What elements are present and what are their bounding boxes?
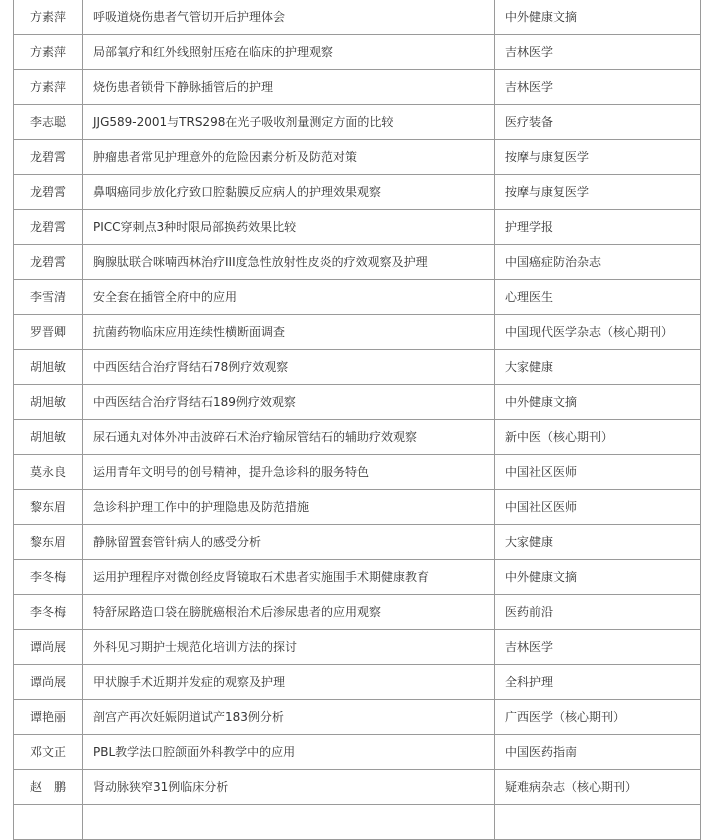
author-cell: 龙碧霄 xyxy=(14,175,83,210)
author-cell: 方素萍 xyxy=(14,0,83,35)
title-cell: 静脉留置套管针病人的感受分析 xyxy=(83,525,495,560)
table-row xyxy=(14,350,701,385)
journal-cell: 心理医生 xyxy=(495,280,701,315)
table-row xyxy=(14,700,701,735)
empty-cell xyxy=(495,805,701,840)
table-row xyxy=(14,0,701,35)
table-row xyxy=(14,70,701,105)
table-row xyxy=(14,525,701,560)
table-row xyxy=(14,210,701,245)
title-cell: 鼻咽癌同步放化疗致口腔黏膜反应病人的护理效果观察 xyxy=(83,175,495,210)
title-cell: 剖宫产再次妊娠阴道试产183例分析 xyxy=(83,700,495,735)
table-row xyxy=(14,560,701,595)
publication-table xyxy=(13,0,701,840)
journal-cell: 大家健康 xyxy=(495,525,701,560)
author-cell: 胡旭敏 xyxy=(14,385,83,420)
author-cell: 方素萍 xyxy=(14,35,83,70)
title-cell: 特舒尿路造口袋在膀胱癌根治术后渗尿患者的应用观察 xyxy=(83,595,495,630)
table-row xyxy=(14,315,701,350)
author-cell: 李志聪 xyxy=(14,105,83,140)
table-row xyxy=(14,245,701,280)
journal-cell: 中外健康文摘 xyxy=(495,560,701,595)
title-cell: 肿瘤患者常见护理意外的危险因素分析及防范对策 xyxy=(83,140,495,175)
table-row-partial xyxy=(14,805,701,840)
author-cell: 李冬梅 xyxy=(14,560,83,595)
table-row xyxy=(14,140,701,175)
title-cell: PBL教学法口腔颌面外科教学中的应用 xyxy=(83,735,495,770)
journal-cell: 新中医（核心期刊） xyxy=(495,420,701,455)
title-cell: 呼吸道烧伤患者气管切开后护理体会 xyxy=(83,0,495,35)
author-cell: 龙碧霄 xyxy=(14,245,83,280)
empty-cell xyxy=(83,805,495,840)
title-cell: 运用青年文明号的创号精神，提升急诊科的服务特色 xyxy=(83,455,495,490)
table-row xyxy=(14,420,701,455)
author-cell: 龙碧霄 xyxy=(14,140,83,175)
author-cell: 李冬梅 xyxy=(14,595,83,630)
title-cell: JJG589-2001与TRS298在光子吸收剂量测定方面的比较 xyxy=(83,105,495,140)
table-row xyxy=(14,280,701,315)
journal-cell: 广西医学（核心期刊） xyxy=(495,700,701,735)
author-cell: 胡旭敏 xyxy=(14,350,83,385)
table-row xyxy=(14,385,701,420)
journal-cell: 中国现代医学杂志（核心期刊） xyxy=(495,315,701,350)
journal-cell: 疑难病杂志（核心期刊） xyxy=(495,770,701,805)
journal-cell: 中国癌症防治杂志 xyxy=(495,245,701,280)
author-cell: 谭尚展 xyxy=(14,630,83,665)
journal-cell: 按摩与康复医学 xyxy=(495,175,701,210)
author-cell: 黎东眉 xyxy=(14,525,83,560)
journal-cell: 中外健康文摘 xyxy=(495,0,701,35)
author-cell: 李雪清 xyxy=(14,280,83,315)
journal-cell: 大家健康 xyxy=(495,350,701,385)
table-row xyxy=(14,490,701,525)
table-row xyxy=(14,630,701,665)
journal-cell: 中国社区医师 xyxy=(495,490,701,525)
empty-cell xyxy=(14,805,83,840)
journal-cell: 护理学报 xyxy=(495,210,701,245)
author-cell: 罗晋卿 xyxy=(14,315,83,350)
journal-cell: 医疗装备 xyxy=(495,105,701,140)
journal-cell: 中外健康文摘 xyxy=(495,385,701,420)
journal-cell: 医药前沿 xyxy=(495,595,701,630)
title-cell: 肾动脉狭窄31例临床分析 xyxy=(83,770,495,805)
title-cell: 烧伤患者锁骨下静脉插管后的护理 xyxy=(83,70,495,105)
title-cell: 局部氧疗和红外线照射压疮在临床的护理观察 xyxy=(83,35,495,70)
author-cell: 方素萍 xyxy=(14,70,83,105)
author-cell: 胡旭敏 xyxy=(14,420,83,455)
title-cell: 胸腺肽联合咪喃西林治疗III度急性放射性皮炎的疗效观察及护理 xyxy=(83,245,495,280)
journal-cell: 全科护理 xyxy=(495,665,701,700)
table-row xyxy=(14,595,701,630)
author-cell: 赵 鹏 xyxy=(14,770,83,805)
journal-cell: 吉林医学 xyxy=(495,630,701,665)
journal-cell: 按摩与康复医学 xyxy=(495,140,701,175)
title-cell: 运用护理程序对微创经皮肾镜取石术患者实施围手术期健康教育 xyxy=(83,560,495,595)
journal-cell: 中国社区医师 xyxy=(495,455,701,490)
author-cell: 黎东眉 xyxy=(14,490,83,525)
author-cell: 谭尚展 xyxy=(14,665,83,700)
author-cell: 莫永良 xyxy=(14,455,83,490)
title-cell: 安全套在插管全府中的应用 xyxy=(83,280,495,315)
title-cell: 中西医结合治疗肾结石189例疗效观察 xyxy=(83,385,495,420)
publication-table-body xyxy=(14,0,701,840)
title-cell: 抗菌药物临床应用连续性横断面调查 xyxy=(83,315,495,350)
table-row xyxy=(14,35,701,70)
title-cell: 甲状腺手术近期并发症的观察及护理 xyxy=(83,665,495,700)
table-row xyxy=(14,105,701,140)
journal-cell: 中国医药指南 xyxy=(495,735,701,770)
title-cell: 急诊科护理工作中的护理隐患及防范措施 xyxy=(83,490,495,525)
title-cell: 外科见习期护士规范化培训方法的探讨 xyxy=(83,630,495,665)
author-cell: 龙碧霄 xyxy=(14,210,83,245)
table-row xyxy=(14,770,701,805)
title-cell: PICC穿刺点3种时限局部换药效果比较 xyxy=(83,210,495,245)
journal-cell: 吉林医学 xyxy=(495,70,701,105)
author-cell: 邓文正 xyxy=(14,735,83,770)
title-cell: 尿石通丸对体外冲击波碎石术治疗输尿管结石的辅助疗效观察 xyxy=(83,420,495,455)
title-cell: 中西医结合治疗肾结石78例疗效观察 xyxy=(83,350,495,385)
table-row xyxy=(14,175,701,210)
table-row xyxy=(14,665,701,700)
author-cell: 谭艳丽 xyxy=(14,700,83,735)
table-row xyxy=(14,455,701,490)
table-row xyxy=(14,735,701,770)
journal-cell: 吉林医学 xyxy=(495,35,701,70)
